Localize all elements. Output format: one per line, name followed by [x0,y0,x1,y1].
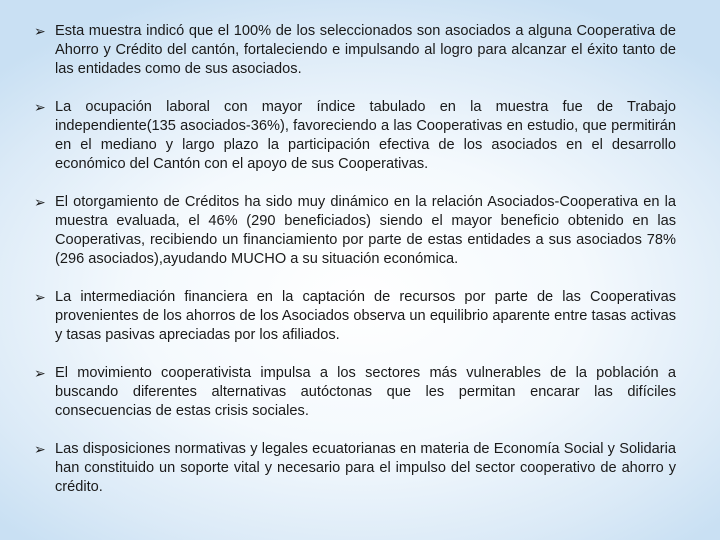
bullet-text: Las disposiciones normativas y legales ecuatorianas en materia de Economía Social y Solidaria han constituido un soporte vital y necesario para el impulso del sector cooperativo de ahorro y crédito. [55,441,676,495]
arrow-bullet-icon: ➢ [34,365,46,381]
bullet-text: La intermediación financiera en la captación de recursos por parte de las Cooperativas provenientes de los ahorros de los Asociados observa un equilibrio aparente entre tasas activas y tasas pasivas apreciadas por los afiliados. [55,289,676,343]
bullet-text: La ocupación laboral con mayor índice tabulado en la muestra fue de Trabajo independiente(135 asociados-36%), favoreciendo a las Cooperativas en estudio, que permitirán en el mediano y largo plazo la participación efectiva de los asociados en el desarrollo económico del Cantón con el apoyo de sus Cooperativas. [55,99,676,172]
bullet-text: Esta muestra indicó que el 100% de los seleccionados son asociados a alguna Cooperativa de Ahorro y Crédito del cantón, fortaleciendo e impulsando al logro para alcanzar el éxito tanto de las entidades como de sus asociados. [55,23,676,77]
bullet-item [34,440,676,497]
bullet-text: El movimiento cooperativista impulsa a los sectores más vulnerables de la población a buscando diferentes alternativas autóctonas que les permitan encarar las difíciles consecuencias de estas crisis sociales. [55,365,676,419]
arrow-bullet-icon: ➢ [34,99,46,115]
arrow-bullet-icon: ➢ [34,23,46,39]
bullet-item [34,364,676,421]
bullet-text: El otorgamiento de Créditos ha sido muy dinámico en la relación Asociados-Cooperativa en la muestra evaluada, el 46% (290 beneficiados) siendo el mayor beneficio obtenido en las Cooperativas, recibiendo un financiamiento por parte de estas entidades a sus asociados 78%(296 asociados),ayudando MUCHO a su situación económica. [55,194,676,267]
bullet-item [34,288,676,345]
bullet-item [34,98,676,174]
bullet-item [34,193,676,269]
bullet-list [34,22,676,516]
arrow-bullet-icon: ➢ [34,441,46,457]
arrow-bullet-icon: ➢ [34,289,46,305]
bullet-item [34,22,676,79]
arrow-bullet-icon: ➢ [34,194,46,210]
